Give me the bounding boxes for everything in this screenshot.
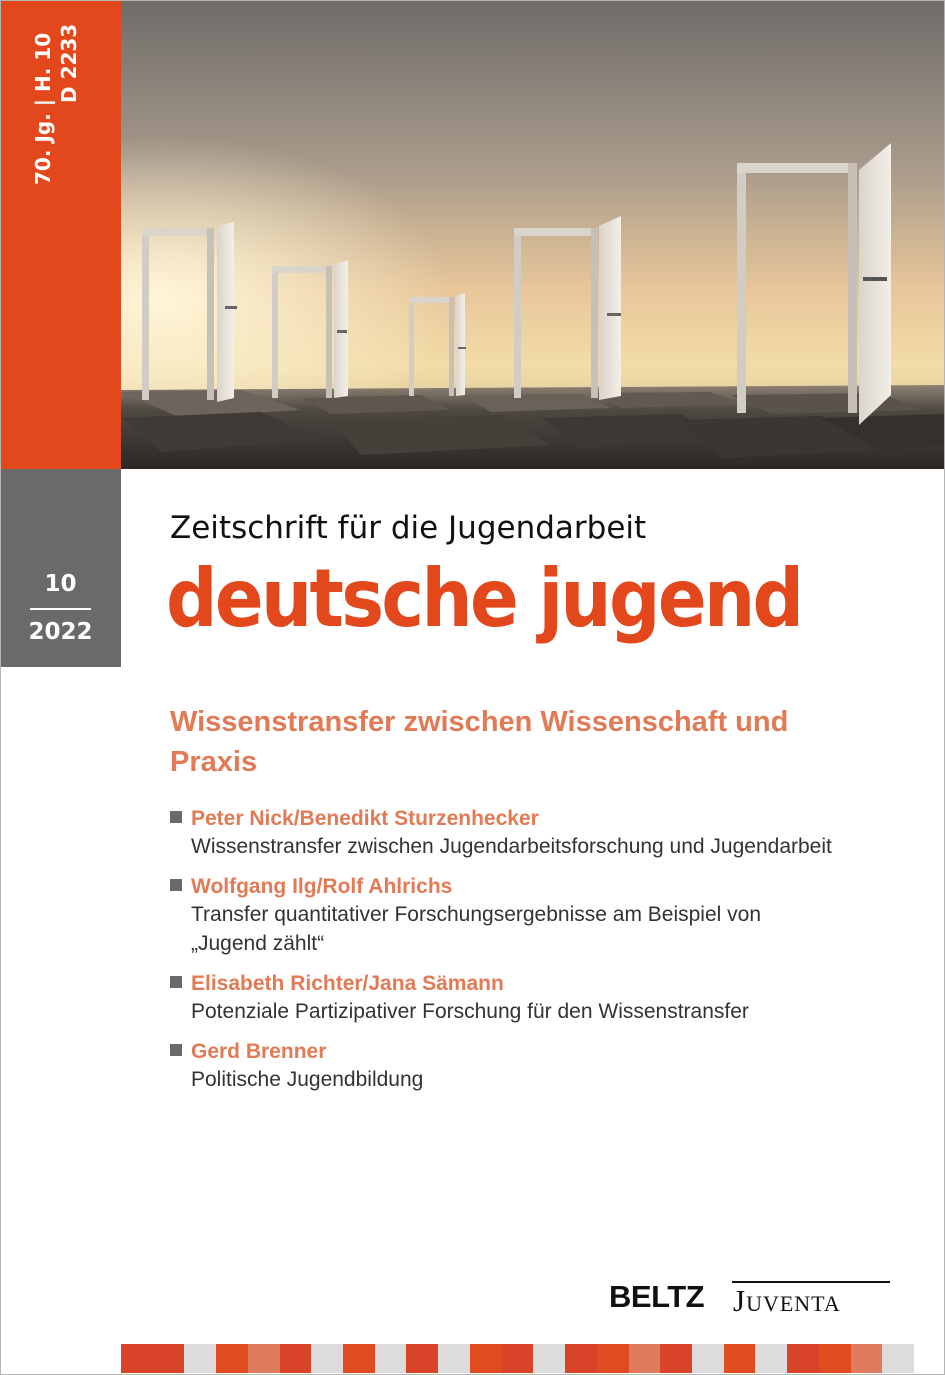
stripe-segment <box>660 1344 692 1373</box>
issue-year: 2022 <box>28 619 93 645</box>
stripe-segment <box>375 1344 407 1373</box>
stripe-segment <box>502 1344 534 1373</box>
issn-line: D 2233 <box>57 23 81 103</box>
cover-photo <box>121 0 945 469</box>
stripe-segment <box>787 1344 819 1373</box>
toc-item <box>170 970 890 1026</box>
stripe-segment <box>248 1344 280 1373</box>
publisher-logo-beltz: BELTZ <box>609 1279 705 1314</box>
stripe-segment <box>280 1344 312 1373</box>
toc-item <box>170 1038 890 1094</box>
stripe-segment <box>533 1344 565 1373</box>
journal-title: deutsche jugend <box>166 552 802 645</box>
issue-number: 10 <box>44 571 77 597</box>
toc-item <box>170 873 890 958</box>
square-bullet-icon <box>170 1044 182 1056</box>
stripe-segment <box>343 1344 375 1373</box>
stripe-segment <box>724 1344 756 1373</box>
publisher-logo-juventa: Juventa <box>733 1283 841 1318</box>
toc-article-title: Politische Jugendbildung <box>191 1068 424 1091</box>
issue-theme: Wissenstransfer zwischen Wissenschaft und Praxis <box>170 706 789 778</box>
toc-authors: Peter Nick/Benedikt Sturzenhecker <box>191 807 539 830</box>
stripe-segment <box>438 1344 470 1373</box>
toc-article-title: Potenziale Partizipativer Forschung für den Wissenstransfer <box>191 1000 749 1023</box>
decorative-stripe <box>121 1344 914 1373</box>
stripe-segment <box>851 1344 883 1373</box>
toc-authors: Elisabeth Richter/Jana Sämann <box>191 972 504 995</box>
stripe-segment <box>692 1344 724 1373</box>
toc-article-title: Wissenstransfer zwischen Jugendarbeitsforschung und Jugendarbeit <box>191 835 832 858</box>
toc-item <box>170 805 890 861</box>
square-bullet-icon <box>170 811 182 823</box>
square-bullet-icon <box>170 879 182 891</box>
stripe-segment <box>406 1344 438 1373</box>
square-bullet-icon <box>170 976 182 988</box>
stripe-segment <box>597 1344 629 1373</box>
stripe-segment <box>184 1344 216 1373</box>
stripe-segment <box>819 1344 851 1373</box>
journal-subtitle: Zeitschrift für die Jugendarbeit <box>170 510 647 546</box>
table-of-contents <box>170 805 890 1106</box>
stripe-segment <box>216 1344 248 1373</box>
toc-authors: Wolfgang Ilg/Rolf Ahlrichs <box>191 875 453 898</box>
stripe-segment <box>311 1344 343 1373</box>
stripe-segment <box>755 1344 787 1373</box>
volume-line: 70. Jg. | H. 10 <box>31 32 55 185</box>
toc-article-title: Transfer quantitativer Forschungsergebnisse am Beispiel von „Jugend zählt“ <box>191 903 762 955</box>
stripe-segment <box>153 1344 185 1373</box>
open-doors-icon <box>121 0 945 469</box>
stripe-segment <box>470 1344 502 1373</box>
issue-divider <box>30 608 91 610</box>
stripe-segment <box>565 1344 597 1373</box>
stripe-segment <box>629 1344 661 1373</box>
stripe-segment <box>121 1344 153 1373</box>
stripe-segment <box>882 1344 914 1373</box>
toc-authors: Gerd Brenner <box>191 1040 327 1063</box>
